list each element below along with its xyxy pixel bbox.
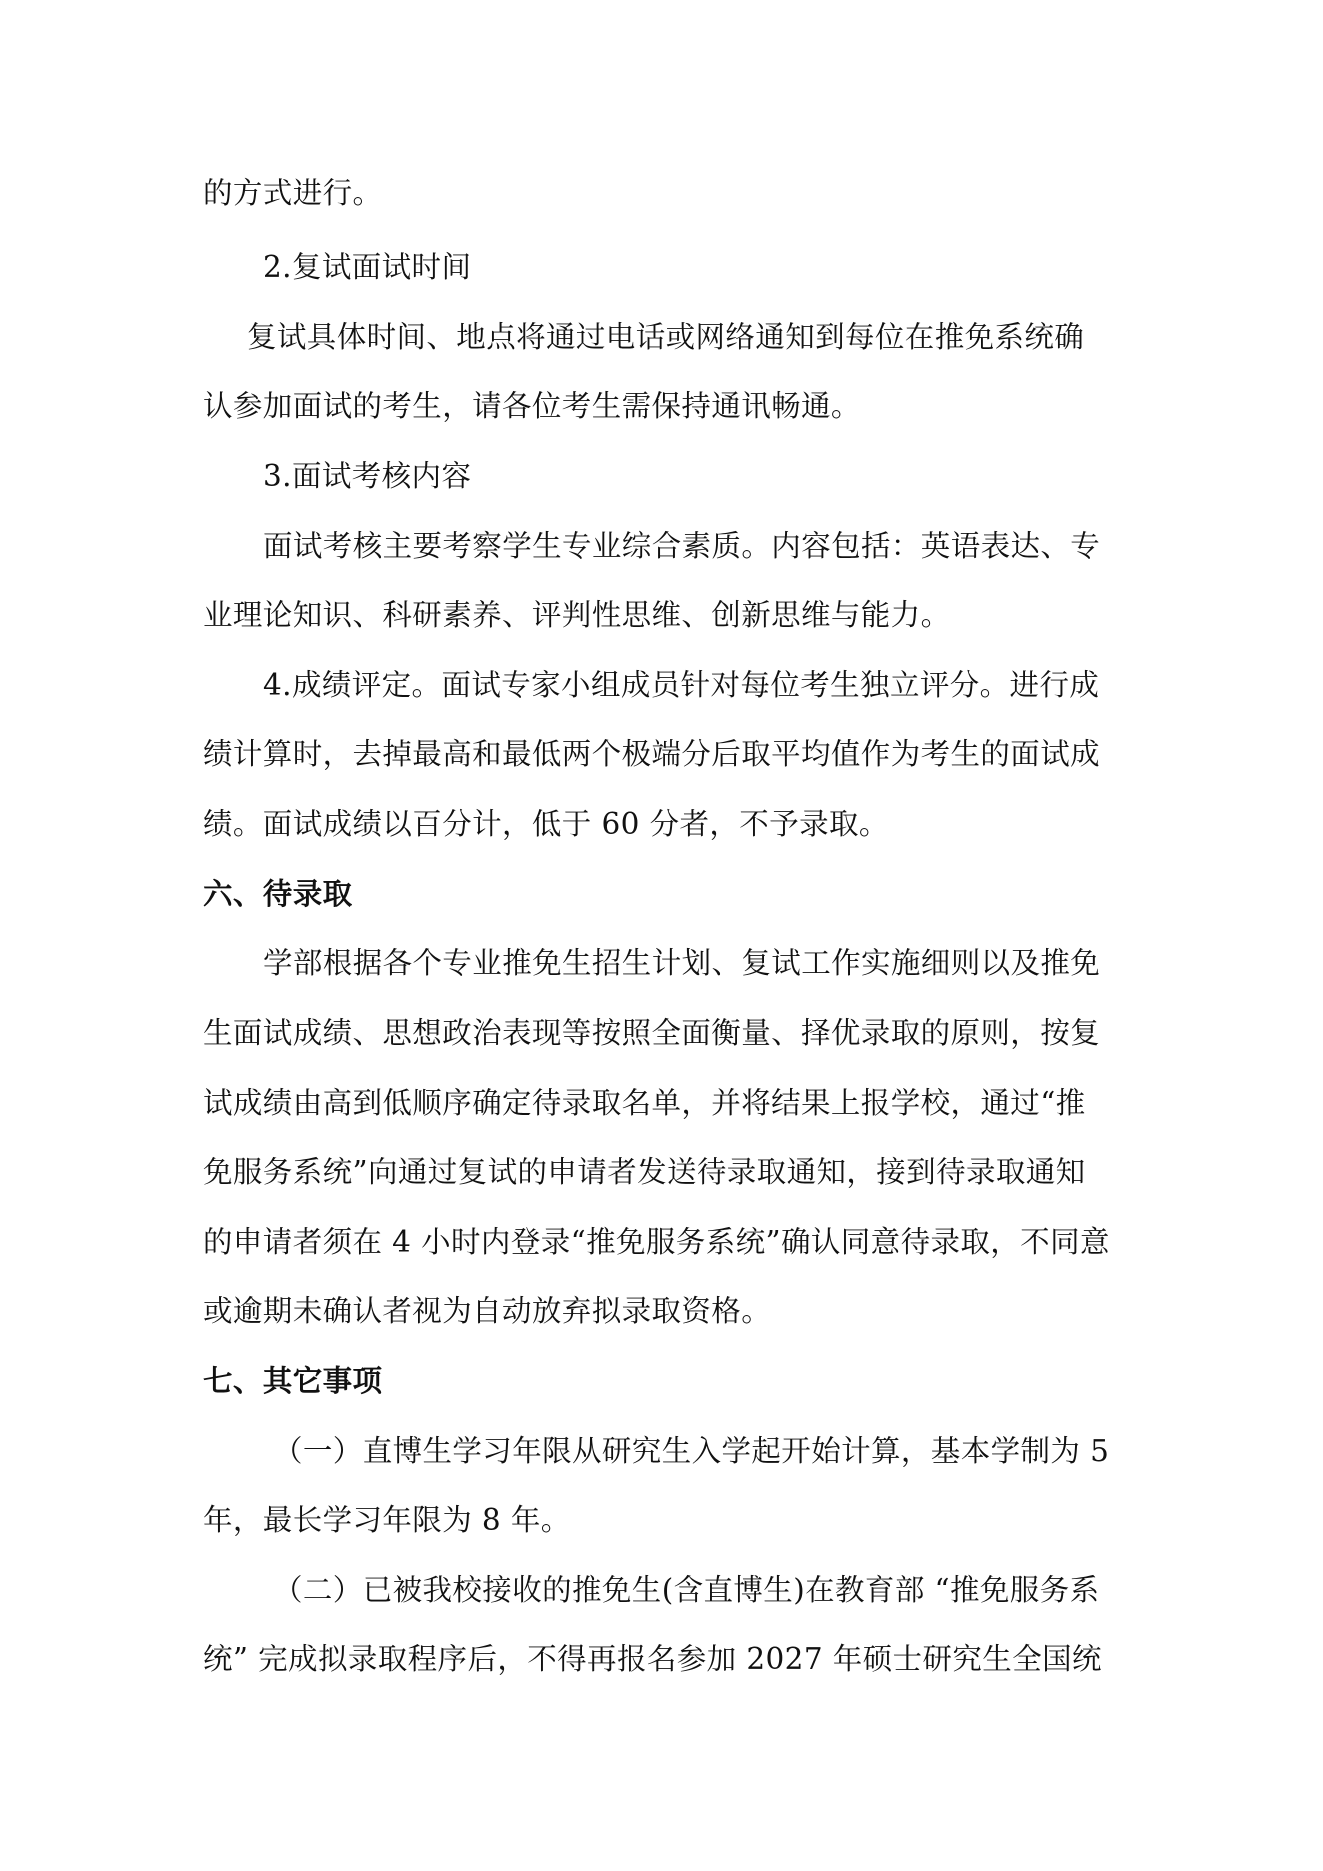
text-line: 年，最长学习年限为 8 年。 <box>203 1503 571 1537</box>
text-line: 或逾期未确认者视为自动放弃拟录取资格。 <box>203 1294 772 1328</box>
text-line: 统” 完成拟录取程序后，不得再报名参加 2027 年硕士研究生全国统 <box>203 1642 1102 1676</box>
text-line: （一）直博生学习年限从研究生入学起开始计算，基本学制为 5 <box>273 1434 1110 1468</box>
text-line: 学部根据各个专业推免生招生计划、复试工作实施细则以及推免 <box>263 946 1101 980</box>
section-subheading: 3.面试考核内容 <box>263 459 472 493</box>
text-line: 绩计算时，去掉最高和最低两个极端分后取平均值作为考生的面试成 <box>203 737 1101 771</box>
text-line: 免服务系统”向通过复试的申请者发送待录取通知，接到待录取通知 <box>203 1155 1086 1189</box>
text-line: 的申请者须在 4 小时内登录“推免服务系统”确认同意待录取，不同意 <box>203 1225 1110 1259</box>
text-line: 试成绩由高到低顺序确定待录取名单，并将结果上报学校，通过“推 <box>203 1086 1086 1120</box>
text-line: 的方式进行。 <box>203 176 383 210</box>
section-subheading: 2.复试面试时间 <box>263 250 472 284</box>
section-heading: 七、其它事项 <box>203 1363 383 1398</box>
text-line: 业理论知识、科研素养、评判性思维、创新思维与能力。 <box>203 598 951 632</box>
text-line: 复试具体时间、地点将通过电话或网络通知到每位在推免系统确 <box>247 320 1085 354</box>
text-line: 认参加面试的考生，请各位考生需保持通讯畅通。 <box>203 389 861 423</box>
text-line: 绩。面试成绩以百分计，低于 60 分者，不予录取。 <box>203 807 889 841</box>
text-line: 面试考核主要考察学生专业综合素质。内容包括：英语表达、专 <box>263 529 1101 563</box>
text-line: 4.成绩评定。面试专家小组成员针对每位考生独立评分。进行成 <box>263 668 1100 702</box>
section-heading: 六、待录取 <box>203 876 353 911</box>
text-line: （二）已被我校接收的推免生(含直博生)在教育部 “推免服务系 <box>273 1573 1100 1607</box>
text-line: 生面试成绩、思想政治表现等按照全面衡量、择优录取的原则，按复 <box>203 1016 1101 1050</box>
